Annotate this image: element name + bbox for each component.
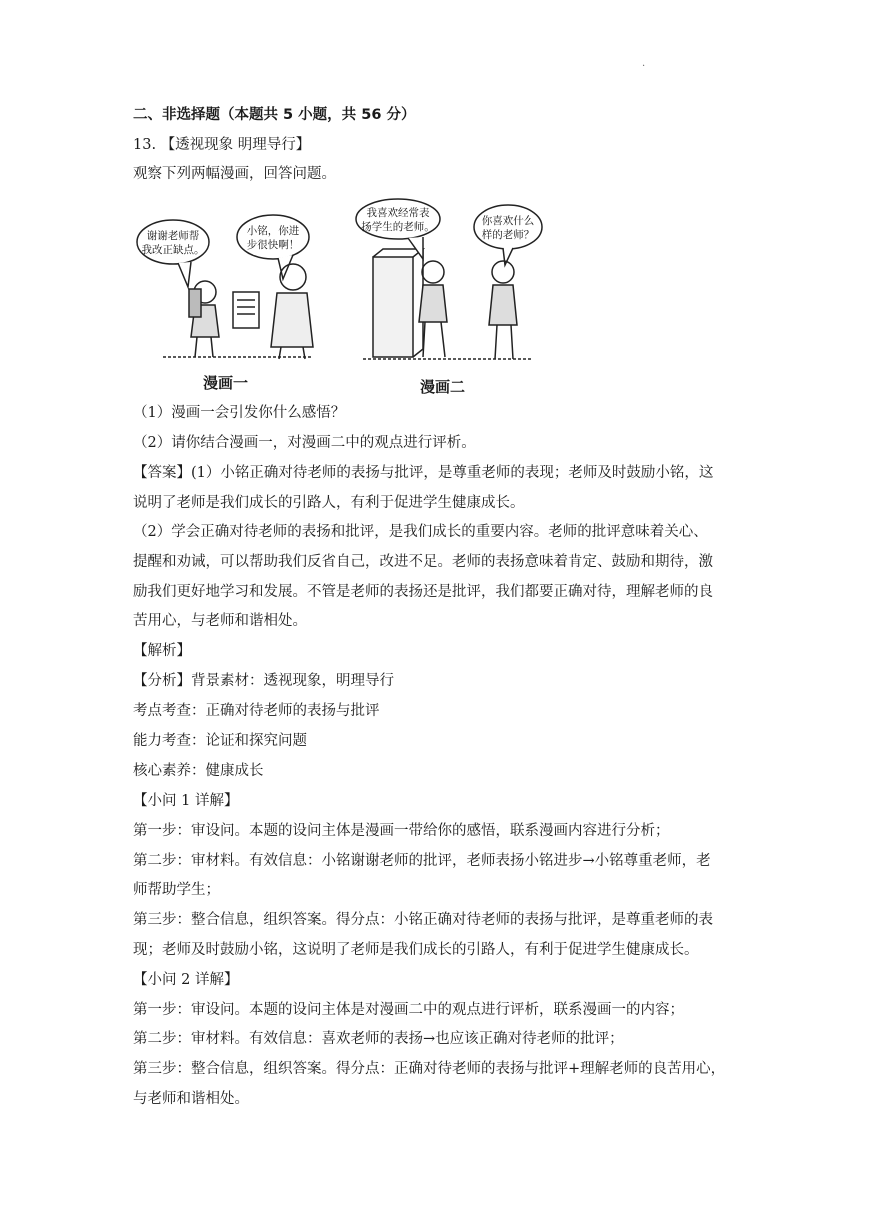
detail-line: 师帮助学生； [133, 882, 220, 898]
answer-line: 【答案】(1）小铭正确对待老师的表扬与批评，是尊重老师的表现；老师及时鼓励小铭，这 [133, 465, 714, 481]
detail-line: 第一步：审设问。本题的设问主体是漫画一带给你的感悟，联系漫画内容进行分析； [133, 823, 670, 839]
comic1-student-bubble-line1: 谢谢老师帮 [146, 230, 200, 242]
analysis-heading: 【解析】 [133, 643, 191, 659]
question-number: 13. 【透视现象 明理导行】 [133, 137, 311, 153]
comic1-teacher-bubble-line1: 小铭，你进 [246, 225, 300, 237]
answer-line: 苦用心，与老师和谐相处。 [133, 613, 307, 629]
analysis-line: 【分析】背景素材：透视现象，明理导行 [133, 673, 394, 689]
detail-line: 第一步：审设问。本题的设问主体是对漫画二中的观点进行评析，联系漫画一的内容； [133, 1002, 684, 1018]
detail-line: 第三步：整合信息，组织答案。得分点：正确对待老师的表扬与批评+理解老师的良苦用心， [133, 1061, 726, 1077]
subquestion-1-heading: 【小问 1 详解】 [133, 793, 239, 809]
answer-line: （2）学会正确对待老师的表扬和批评，是我们成长的重要内容。老师的批评意味着关心、 [133, 524, 708, 540]
detail-line: 第二步：审材料。有效信息：小铭谢谢老师的批评，老师表扬小铭进步→小铭尊重老师，老 [133, 853, 711, 869]
subquestion-2-heading: 【小问 2 详解】 [133, 972, 239, 988]
detail-line: 第二步：审材料。有效信息：喜欢老师的表扬→也应该正确对待老师的批评； [133, 1031, 624, 1047]
analysis-line: 考点考查：正确对待老师的表扬与批评 [133, 703, 380, 719]
answer-line: 说明了老师是我们成长的引路人，有利于促进学生健康成长。 [133, 495, 525, 511]
analysis-line: 能力考查：论证和探究问题 [133, 733, 307, 749]
comic2-right-bubble-line2: 样的老师？ [481, 229, 535, 241]
comic1-student-bubble-line2: 我改正缺点。 [141, 244, 205, 256]
analysis-line: 核心素养：健康成长 [133, 763, 264, 779]
page-mark: . [642, 58, 646, 69]
comic1-teacher-bubble-line2: 步很快啊！ [246, 239, 300, 251]
comic2-caption: 漫画二 [420, 378, 466, 396]
sub-question-1: （1）漫画一会引发你什么感悟？ [133, 405, 346, 421]
sub-question-2: （2）请你结合漫画一，对漫画二中的观点进行评析。 [133, 435, 476, 451]
detail-line: 第三步：整合信息，组织答案。得分点：小铭正确对待老师的表扬与批评，是尊重老师的表 [133, 912, 713, 928]
question-prompt: 观察下列两幅漫画，回答问题。 [133, 166, 336, 182]
comic-illustration [133, 197, 543, 397]
answer-line: 提醒和劝诫，可以帮助我们反省自己，改进不足。老师的表扬意味着肯定、鼓励和期待，激 [133, 554, 713, 570]
comic1-caption: 漫画一 [203, 374, 249, 392]
answer-line: 励我们更好地学习和发展。不管是老师的表扬还是批评，我们都要正确对待，理解老师的良 [133, 584, 713, 600]
detail-line: 现；老师及时鼓励小铭，这说明了老师是我们成长的引路人，有利于促进学生健康成长。 [133, 942, 699, 958]
comic2-left-bubble-line1: 我喜欢经常表 [366, 207, 430, 219]
detail-line: 与老师和谐相处。 [133, 1091, 249, 1107]
comic2-right-bubble-line1: 你喜欢什么 [481, 215, 535, 227]
comic2-left-bubble-line2: 扬学生的老师。 [361, 221, 435, 233]
section-title: 二、非选择题（本题共 5 小题，共 56 分） [133, 107, 416, 123]
